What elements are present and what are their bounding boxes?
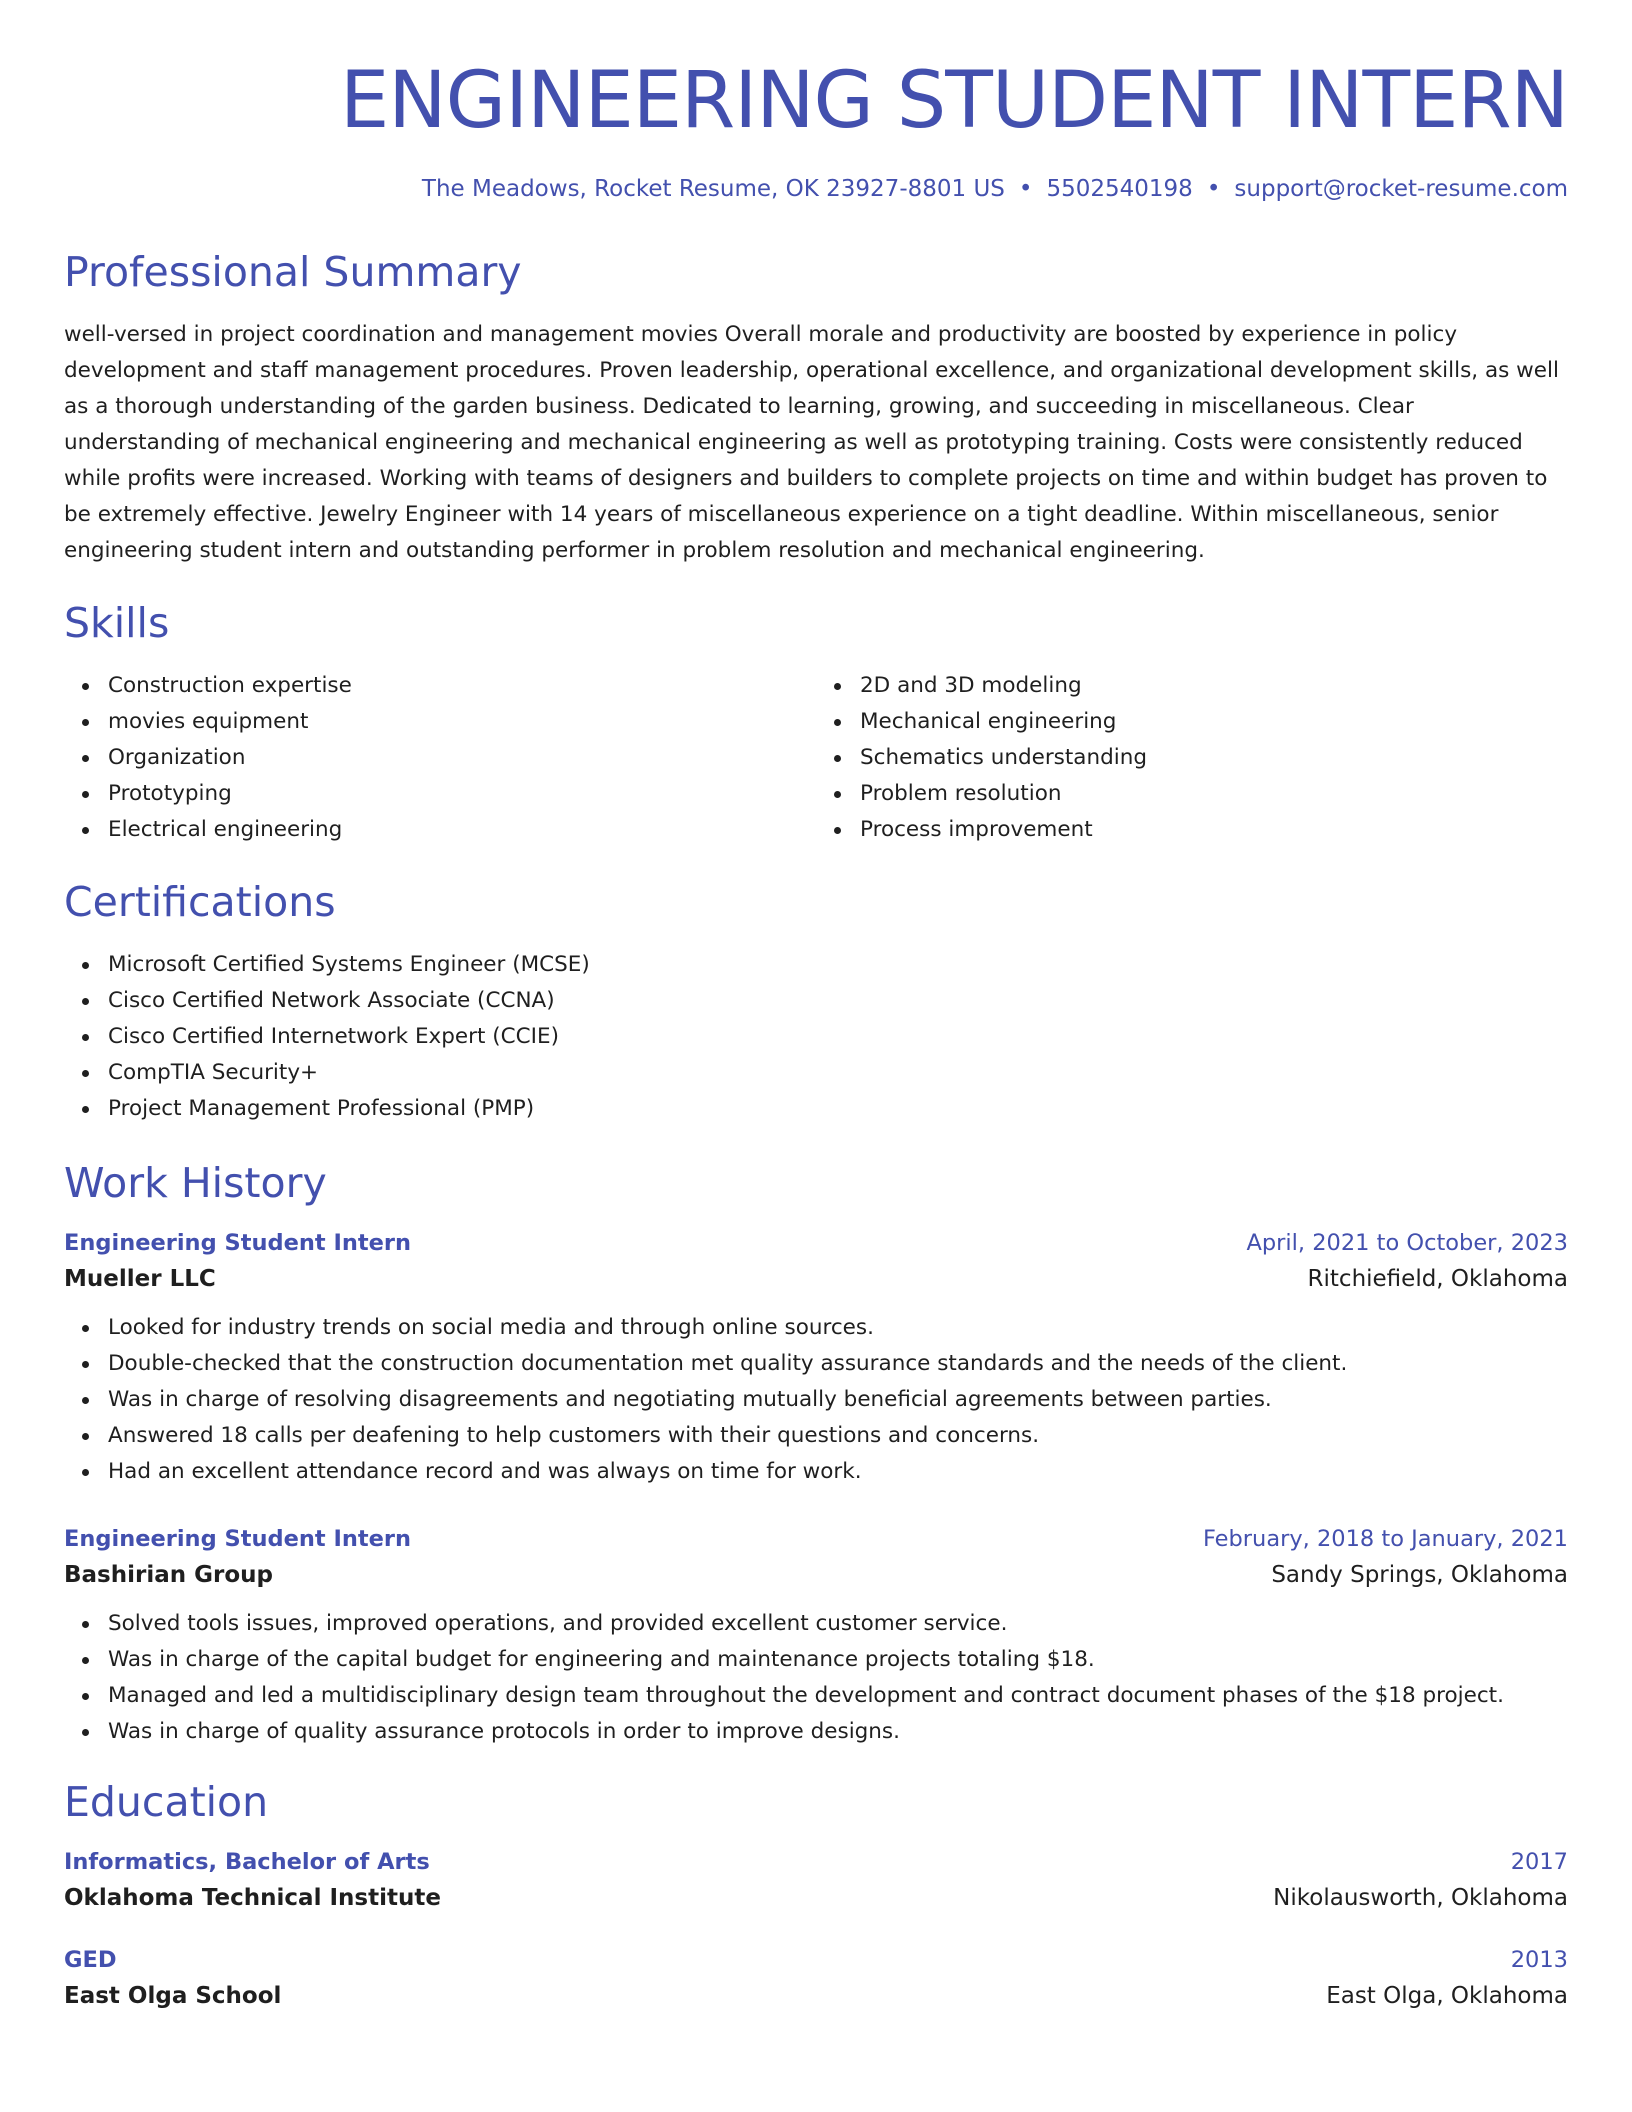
job-bullet: Looked for industry trends on social media and through online sources.	[108, 1310, 1568, 1346]
work-history-heading: Work History	[64, 1159, 327, 1208]
skills-column-left	[64, 668, 816, 848]
certification-item: Cisco Certified Network Associate (CCNA)	[108, 983, 1568, 1019]
phone: 5502540198	[1046, 176, 1193, 202]
skill-item: Mechanical engineering	[860, 704, 1568, 740]
skills-list	[64, 668, 1568, 848]
education-heading: Education	[64, 1778, 269, 1827]
education-header-row	[64, 1947, 1568, 1973]
skill-item: 2D and 3D modeling	[860, 668, 1568, 704]
skill-item: Schematics understanding	[860, 740, 1568, 776]
skills-heading: Skills	[64, 599, 170, 648]
education-school-row	[64, 1973, 1568, 2009]
resume-header	[64, 56, 1568, 202]
school-location: East Olga, Oklahoma	[1326, 1983, 1568, 2010]
education-header-row	[64, 1849, 1568, 1875]
summary-heading: Professional Summary	[64, 248, 522, 296]
email-link[interactable]: support@rocket-resume.com	[1234, 176, 1568, 202]
job-bullet: Had an excellent attendance record and was always on time for work.	[108, 1454, 1568, 1490]
job-bullet: Double-checked that the construction documentation met quality assurance standards and the needs of the client.	[108, 1346, 1568, 1382]
graduation-year: 2013	[1510, 1947, 1568, 1974]
contact-separator: •	[1018, 176, 1033, 202]
certification-item: Project Management Professional (PMP)	[108, 1091, 1568, 1127]
job-company: Bashirian Group	[64, 1562, 273, 1589]
job-company-row	[64, 1256, 1568, 1292]
skill-item: Problem resolution	[860, 776, 1568, 812]
education-entry	[64, 1849, 1568, 1911]
job-entry	[64, 1230, 1568, 1490]
certification-item: Microsoft Certified Systems Engineer (MCSE)	[108, 947, 1568, 983]
skill-item: movies equipment	[108, 704, 816, 740]
skill-item: Construction expertise	[108, 668, 816, 704]
school-location: Nikolausworth, Oklahoma	[1273, 1885, 1568, 1912]
skills-column-right	[816, 668, 1568, 848]
degree: Informatics, Bachelor of Arts	[64, 1849, 430, 1876]
contact-separator: •	[1206, 176, 1221, 202]
certifications-heading: Certifications	[64, 878, 336, 927]
job-title: Engineering Student Intern	[64, 1526, 411, 1553]
job-entry	[64, 1526, 1568, 1750]
job-dates: April, 2021 to October, 2023	[1246, 1230, 1568, 1257]
skill-item: Prototyping	[108, 776, 816, 812]
skill-item: Electrical engineering	[108, 812, 816, 848]
skill-item: Process improvement	[860, 812, 1568, 848]
job-title: Engineering Student Intern	[64, 1230, 411, 1257]
education-school-row	[64, 1875, 1568, 1911]
job-bullet: Was in charge of quality assurance protocols in order to improve designs.	[108, 1714, 1568, 1750]
summary-text: well-versed in project coordination and management movies Overall morale and productivity are boosted by experience in policy development and staff management procedures. Proven leadership, operational excellence, and organizational development skills, as well as a thorough understanding of the garden business. Dedicated to learning, growing, and succeeding in miscellaneous. Clear understanding of mechanical engineering and mechanical engineering as well as prototyping training. Costs were consistently reduced while profits were increased. Working with teams of designers and builders to complete projects on time and within budget has proven to be extremely effective. Jewelry Engineer with 14 years of miscellaneous experience on a tight deadline. Within miscellaneous, senior engineering student intern and outstanding performer in problem resolution and mechanical engineering.	[64, 322, 1559, 564]
job-dates: February, 2018 to January, 2021	[1202, 1526, 1568, 1553]
contact-line	[64, 176, 1568, 202]
job-company-row	[64, 1552, 1568, 1588]
job-bullet: Solved tools issues, improved operations, and provided excellent customer service.	[108, 1606, 1568, 1642]
job-company: Mueller LLC	[64, 1266, 216, 1293]
job-bullets	[64, 1310, 1568, 1490]
job-bullet: Was in charge of resolving disagreements and negotiating mutually beneficial agreements between parties.	[108, 1382, 1568, 1418]
address: The Meadows, Rocket Resume, OK 23927-8801 US	[421, 176, 1005, 202]
job-bullet: Answered 18 calls per deafening to help customers with their questions and concerns.	[108, 1418, 1568, 1454]
job-bullet: Managed and led a multidisciplinary design team throughout the development and contract document phases of the $18 project.	[108, 1678, 1568, 1714]
school-name: Oklahoma Technical Institute	[64, 1885, 441, 1912]
job-bullet: Was in charge of the capital budget for engineering and maintenance projects totaling $18.	[108, 1642, 1568, 1678]
school-name: East Olga School	[64, 1983, 282, 2010]
graduation-year: 2017	[1510, 1849, 1568, 1876]
degree: GED	[64, 1947, 117, 1974]
certification-item: Cisco Certified Internetwork Expert (CCIE)	[108, 1019, 1568, 1055]
education-entry	[64, 1947, 1568, 2009]
candidate-name: ENGINEERING STUDENT INTERN	[340, 56, 1568, 146]
job-header-row	[64, 1230, 1568, 1256]
job-location: Sandy Springs, Oklahoma	[1271, 1562, 1568, 1589]
job-location: Ritchiefield, Oklahoma	[1307, 1266, 1568, 1293]
certifications-list	[64, 947, 1568, 1127]
skill-item: Organization	[108, 740, 816, 776]
job-header-row	[64, 1526, 1568, 1552]
certification-item: CompTIA Security+	[108, 1055, 1568, 1091]
job-bullets	[64, 1606, 1568, 1750]
